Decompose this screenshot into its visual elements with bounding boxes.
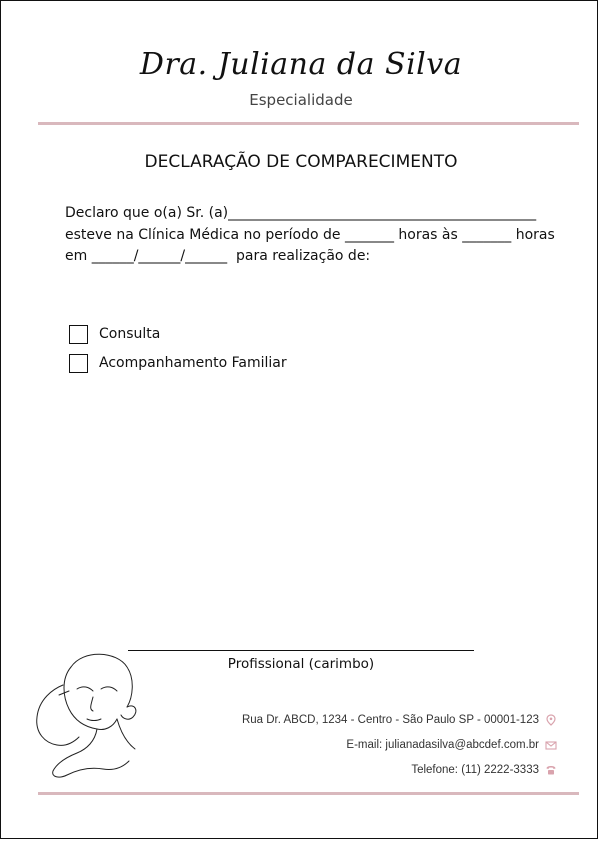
declaration-line-1: Declaro que o(a) Sr. (a)____________________________________________: [65, 205, 537, 221]
consulta-label: Consulta: [99, 326, 161, 342]
location-pin-icon: [545, 714, 557, 726]
envelope-icon: [545, 739, 557, 751]
signature-label: Profissional (carimbo): [227, 656, 375, 672]
acompanhamento-checkbox[interactable]: [69, 354, 88, 373]
specialty: Especialidade: [249, 91, 353, 109]
consulta-checkbox[interactable]: [69, 325, 88, 344]
phone-text: Telefone: (11) 2222-3333: [411, 764, 539, 776]
acompanhamento-label: Acompanhamento Familiar: [99, 355, 287, 371]
footer-divider: [38, 792, 579, 795]
email-text[interactable]: E-mail: julianadasilva@abcdef.com.br: [346, 739, 539, 751]
document-title: DECLARAÇÃO DE COMPARECIMENTO: [144, 152, 458, 172]
option-acompanhamento-familiar[interactable]: [69, 352, 287, 374]
header-divider: [38, 122, 579, 125]
address-line: [242, 714, 557, 726]
doctor-name: Dra. Juliana da Silva: [139, 47, 463, 82]
signature-line: [128, 650, 474, 651]
face-line-art-illustration: [31, 645, 159, 781]
declaration-line-3: em ______/______/______ para realização de:: [65, 248, 371, 264]
declaration-line-2: esteve na Clínica Médica no período de _______ horas às _______ horas: [65, 227, 555, 243]
phone-icon: [545, 764, 557, 776]
email-line: [346, 739, 557, 751]
option-consulta[interactable]: [69, 323, 160, 345]
address-text: Rua Dr. ABCD, 1234 - Centro - São Paulo SP - 00001-123: [241, 714, 539, 726]
phone-line: [411, 764, 557, 776]
